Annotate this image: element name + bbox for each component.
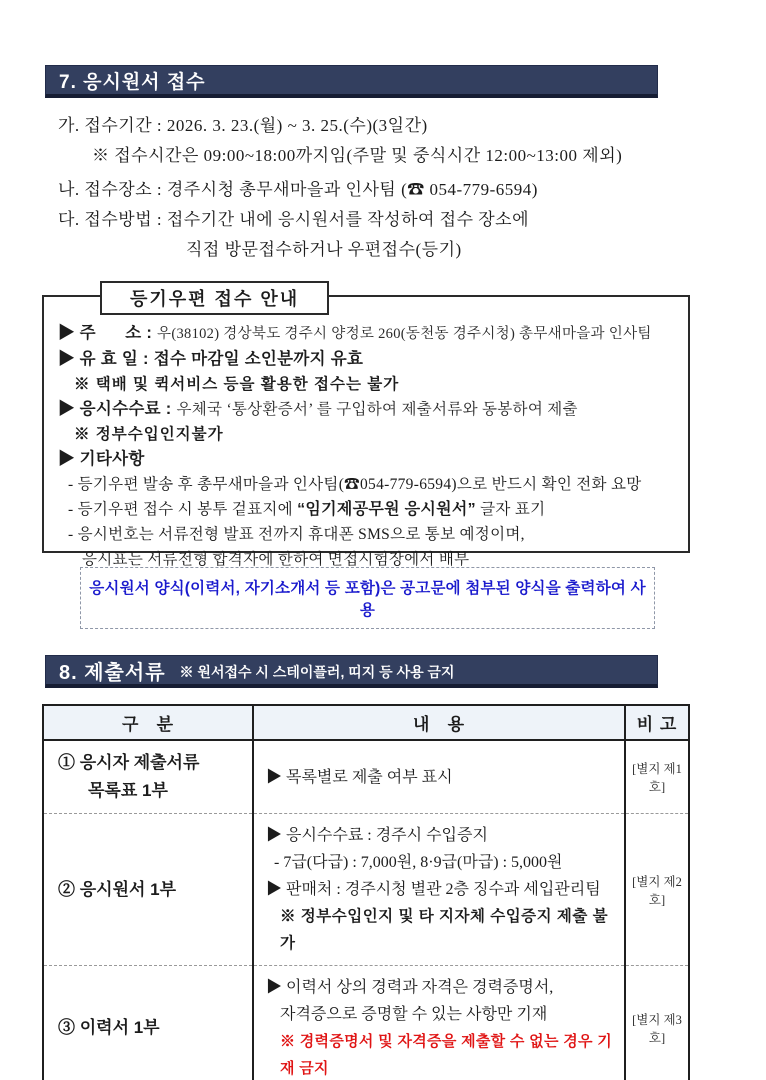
registered-mail-box bbox=[42, 289, 690, 568]
section7-title: 7. 응시원서 접수 bbox=[59, 71, 206, 93]
mail-etc-item-1: - 등기우편 발송 후 총무새마을과 인사팀(☎054-779-6594)으로 반드시 확인 전화 요망 bbox=[68, 476, 642, 493]
section8-title: 8. 제출서류 bbox=[59, 661, 166, 684]
mail-etc-item-2 bbox=[68, 497, 676, 522]
submission-documents-table bbox=[42, 704, 690, 1080]
mail-valid-line bbox=[58, 347, 676, 372]
s7-line-period: 가. 접수기간 : 2026. 3. 23.(월) ~ 3. 25.(수)(3일간) bbox=[58, 116, 428, 135]
mail-fee-value: 우체국 ‘통상환증서’ 를 구입하여 제출서류와 동봉하여 제출 bbox=[176, 401, 578, 418]
s7-note-hours: ※ 접수시간은 09:00~18:00까지임(주말 및 중식시간 12:00~13:00 제외) bbox=[92, 146, 623, 165]
s7-line-method-cont: 직접 방문접수하거나 우편접수(등기) bbox=[186, 240, 462, 259]
mail-etc-item-4: 응시표는 서류전형 합격자에 한하여 면접시험장에서 배부 bbox=[82, 551, 470, 568]
section8-subtitle: ※ 원서접수 시 스테이플러, 띠지 등 사용 금지 bbox=[179, 664, 455, 680]
row3-content-line2: 자격증으로 증명할 수 있는 사항만 기재 bbox=[280, 1006, 548, 1023]
mail-fee-line bbox=[58, 397, 676, 422]
row2-content bbox=[253, 814, 625, 966]
mail-valid-label: ▶ 유 효 일 : 접수 마감일 소인분까지 유효 bbox=[58, 350, 364, 368]
mail-address-line bbox=[58, 321, 676, 347]
row2-remark: [별지 제2호] bbox=[625, 814, 689, 966]
row3-content bbox=[253, 966, 625, 1080]
section7-header bbox=[45, 65, 658, 98]
row1-content-line1: ▶ 목록별로 제출 여부 표시 bbox=[266, 768, 453, 786]
mail-etc2-pre: - 등기우편 접수 시 봉투 겉표지에 bbox=[68, 501, 298, 518]
table-header-row bbox=[43, 705, 689, 740]
header-remark: 비 고 bbox=[625, 705, 689, 740]
row1-category bbox=[43, 740, 253, 814]
mail-address-value: 우(38102) 경상북도 경주시 양정로 260(동천동 경주시청) 총무새마을과 인사팀 bbox=[157, 326, 652, 342]
mail-valid-note: ※ 택배 및 퀵서비스 등을 활용한 접수는 불가 bbox=[74, 376, 400, 393]
row1-remark: [별지 제1호] bbox=[625, 740, 689, 814]
section8-header bbox=[45, 655, 658, 688]
mail-etc-title-line bbox=[58, 447, 676, 472]
s7-line-method: 다. 접수방법 : 접수기간 내에 응시원서를 작성하여 접수 장소에 bbox=[58, 210, 530, 229]
mail-etc-title: ▶ 기타사항 bbox=[58, 450, 145, 468]
mail-etc-item-3: - 응시번호는 서류전형 발표 전까지 휴대폰 SMS으로 통보 예정이며, bbox=[68, 526, 525, 543]
row1-cat-line1: ① 응시자 제출서류 bbox=[58, 753, 200, 772]
s7-line-place: 나. 접수장소 : 경주시청 총무새마을과 인사팀 (☎ 054-779-6594) bbox=[58, 180, 538, 199]
registered-mail-box-title: 등기우편 접수 안내 bbox=[100, 281, 329, 315]
row1-content bbox=[253, 740, 625, 814]
row3-cat-line1: ③ 이력서 1부 bbox=[58, 1018, 160, 1037]
mail-etc2-bold: “임기제공무원 응시원서” bbox=[297, 501, 476, 518]
row2-category bbox=[43, 814, 253, 966]
form-print-notice: 응시원서 양식(이력서, 자기소개서 등 포함)은 공고문에 첨부된 양식을 출력하여 사용 bbox=[80, 567, 655, 629]
table-row bbox=[43, 740, 689, 814]
mail-fee-label: ▶ 응시수수료 : bbox=[58, 400, 177, 418]
row3-category bbox=[43, 966, 253, 1080]
mail-fee-note: ※ 정부수입인지불가 bbox=[74, 426, 224, 443]
row3-remark: [별지 제3호] bbox=[625, 966, 689, 1080]
mail-etc2-post: 글자 표기 bbox=[475, 501, 546, 518]
row2-content-line3: ▶ 판매처 : 경주시청 별관 2층 징수과 세입관리팀 bbox=[266, 881, 601, 898]
row2-content-line2: - 7급(다급) : 7,000원, 8·9급(마급) : 5,000원 bbox=[274, 854, 563, 871]
row2-content-line4: ※ 정부수입인지 및 타 지자체 수입증지 제출 불가 bbox=[280, 908, 609, 952]
table-row bbox=[43, 966, 689, 1080]
row2-content-line1: ▶ 응시수수료 : 경주시 수입증지 bbox=[266, 827, 488, 844]
row1-cat-line2: 목록표 1부 bbox=[88, 781, 168, 800]
mail-address-label: ▶ 주 소 : bbox=[58, 324, 158, 342]
header-content: 내 용 bbox=[253, 705, 625, 740]
row3-content-line3: ※ 경력증명서 및 자격증을 제출할 수 없는 경우 기재 금지 bbox=[280, 1033, 613, 1077]
table-row bbox=[43, 814, 689, 966]
row2-cat-line1: ② 응시원서 1부 bbox=[58, 879, 177, 899]
header-category: 구 분 bbox=[43, 705, 253, 740]
row3-content-line1: ▶ 이력서 상의 경력과 자격은 경력증명서, bbox=[266, 979, 554, 996]
